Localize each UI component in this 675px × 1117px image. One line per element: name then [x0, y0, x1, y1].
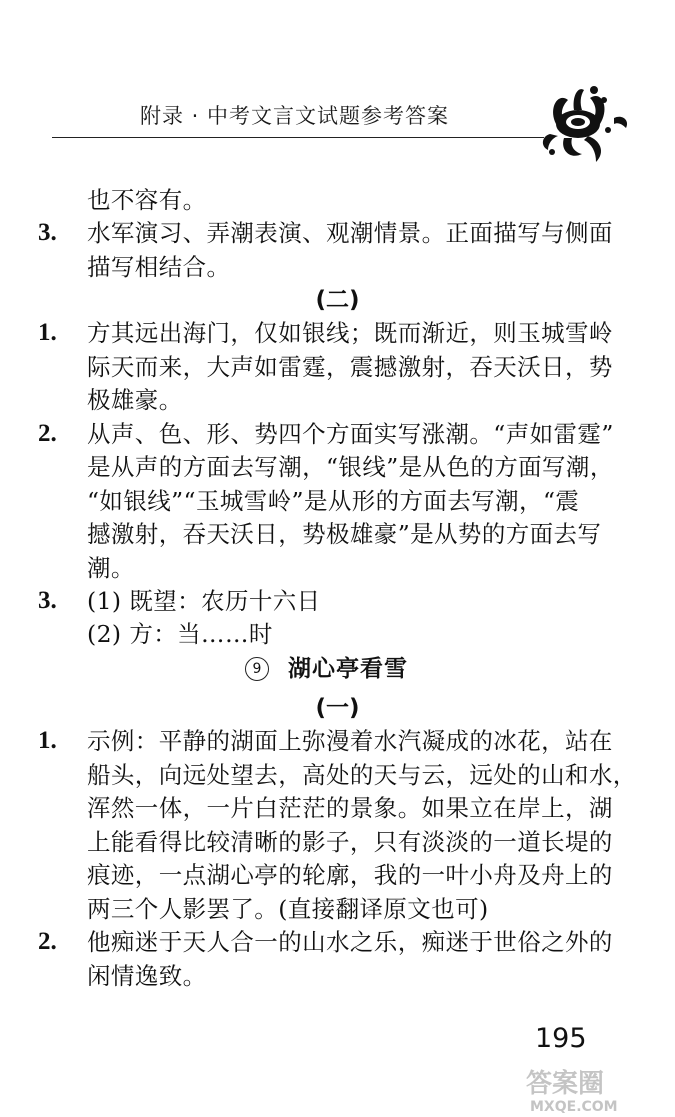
item-number: 2.	[38, 420, 57, 447]
chapter-title: 湖心亭看雪	[288, 656, 408, 682]
item-text: 浑然一体，一片白茫茫的景象。如果立在岸上，湖	[87, 794, 613, 822]
header-rule	[52, 137, 544, 138]
item-number: 3.	[38, 219, 57, 246]
item-text: 撼激射，吞天沃日，势极雄豪”是从势的方面去写	[87, 520, 602, 548]
running-header: 附录 · 中考文言文试题参考答案	[140, 104, 450, 128]
site-watermark	[520, 1062, 670, 1114]
item-text: 是从声的方面去写潮，“银线”是从色的方面写潮，	[87, 453, 614, 481]
item-text: 潮。	[87, 554, 135, 582]
text-line	[0, 956, 675, 996]
item-text: (2) 方：当……时	[87, 620, 273, 648]
continuation-text: 也不容有。	[87, 186, 207, 214]
page-number: 195	[535, 1023, 587, 1054]
item-text: 船头，向远处望去，高处的天与云，远处的山和水，	[87, 761, 637, 789]
section-heading: (一)	[315, 695, 360, 721]
chapter-number-badge: 9	[245, 657, 269, 681]
item-text: 从声、色、形、势四个方面实写涨潮。“声如雷霆”	[87, 420, 614, 448]
item-text: 他痴迷于天人合一的山水之乐，痴迷于世俗之外的	[87, 928, 613, 956]
item-text: 极雄豪。	[87, 386, 183, 414]
item-text: 闲情逸致。	[87, 962, 207, 990]
item-number: 1.	[38, 319, 57, 346]
section-heading: (二)	[315, 287, 360, 313]
item-number: 2.	[38, 928, 57, 955]
flower-ornament-icon	[530, 78, 640, 168]
item-text: 两三个人影罢了。(直接翻译原文也可)	[87, 895, 489, 923]
item-text: 际天而来，大声如雷霆，震撼激射，吞天沃日，势	[87, 353, 613, 381]
watermark-title: 答案圈	[526, 1069, 605, 1099]
text-line	[0, 614, 675, 654]
item-number: 3.	[38, 587, 57, 614]
item-text: (1) 既望：农历十六日	[87, 587, 321, 615]
item-text: 水军演习、弄潮表演、观潮情景。正面描写与侧面	[87, 219, 613, 247]
item-text: 方其远出海门，仅如银线；既而渐近，则玉城雪岭	[87, 319, 613, 347]
item-text: “如银线”“玉城雪岭”是从形的方面去写潮，“震	[87, 487, 580, 515]
item-text: 示例：平静的湖面上弥漫着水汽凝成的冰花，站在	[87, 727, 613, 755]
item-text: 痕迹，一点湖心亭的轮廓，我的一叶小舟及舟上的	[87, 861, 613, 889]
item-text: 上能看得比较清晰的影子，只有淡淡的一道长堤的	[87, 828, 613, 856]
item-text: 描写相结合。	[87, 253, 231, 281]
watermark-url: MXQE.COM	[530, 1099, 618, 1114]
item-number: 1.	[38, 727, 57, 754]
